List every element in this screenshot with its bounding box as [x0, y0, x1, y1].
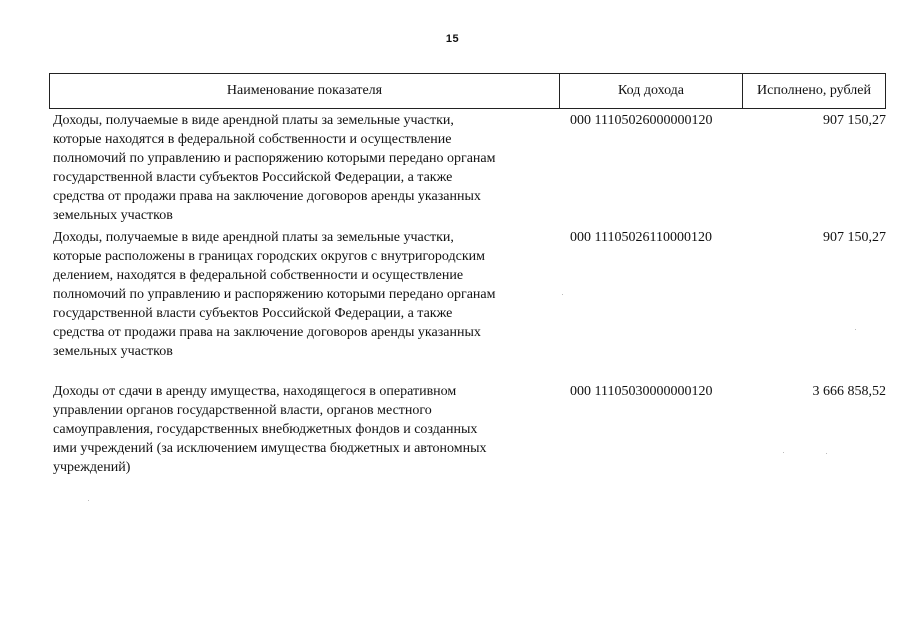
- scan-speck: [88, 500, 89, 501]
- row-name: Доходы от сдачи в аренду имущества, находящегося в оперативном управлении органов государственной власти, органов местного самоуправления, государственных внебюджетных фондов и созданных ими учреждений (за исключением имущества бюджетных и автономных учреждений): [53, 384, 487, 475]
- row-code: 000 11105026110000120: [570, 230, 712, 245]
- row-code: 000 11105026000000120: [570, 113, 713, 128]
- row-name: Доходы, получаемые в виде арендной платы за земельные участки, которые расположены в границах городских округов с внутригородским делением, находятся в федеральной собственности и осуществление полномочий по управлению и распоряжению которыми передано органам государственной власти субъектов Российской Федерации, а также средства от продажи права на заключение договоров аренды указанных земельных участков: [53, 230, 496, 359]
- scan-speck: [855, 329, 856, 330]
- scan-speck: [783, 452, 784, 453]
- row-amount: 907 150,27: [823, 230, 886, 245]
- table-header: [49, 73, 886, 109]
- header-name: Наименование показателя: [50, 74, 560, 108]
- header-amount: Исполнено, рублей: [757, 83, 871, 98]
- page-number: 15: [445, 33, 460, 45]
- header-code: Код дохода: [560, 74, 743, 108]
- row-code: 000 11105030000000120: [570, 384, 713, 399]
- row-name: Доходы, получаемые в виде арендной платы за земельные участки, которые находятся в федеральной собственности и осуществление полномочий по управлению и распоряжению которыми передано органам государственной власти субъектов Российской Федерации, а также средства от продажи права на заключение договоров аренды указанных земельных участков: [53, 113, 496, 223]
- scan-speck: [826, 453, 827, 454]
- row-amount: 907 150,27: [823, 113, 886, 128]
- scan-speck: [562, 294, 563, 295]
- row-amount: 3 666 858,52: [812, 384, 886, 399]
